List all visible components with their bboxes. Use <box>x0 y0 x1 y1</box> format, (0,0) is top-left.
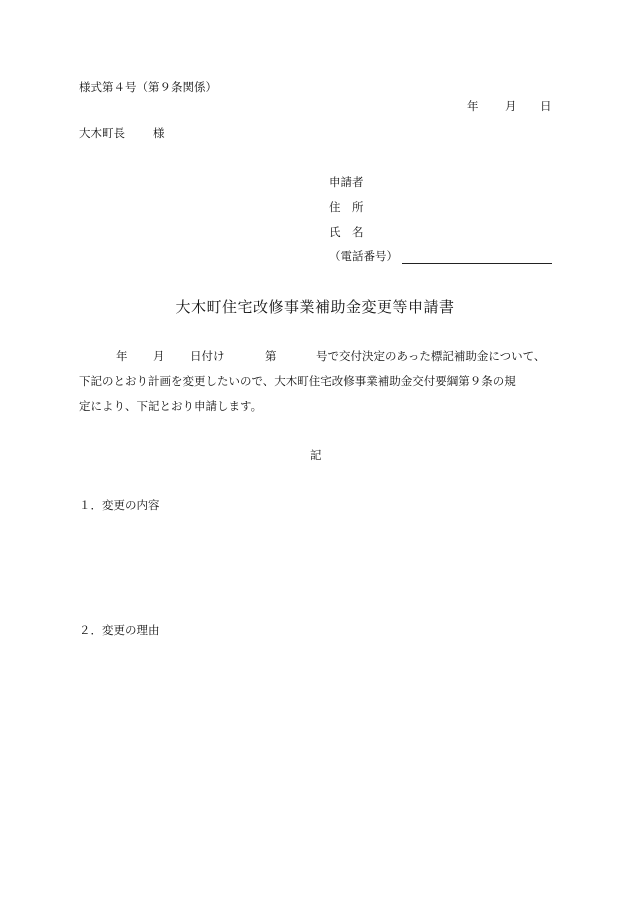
body-dated: 日付け <box>190 349 225 363</box>
applicant-phone-row <box>329 248 552 264</box>
section-change-content: １．変更の内容 <box>79 498 160 512</box>
date-month: 月 <box>505 99 517 113</box>
form-number: 様式第４号（第９条関係） <box>79 80 217 94</box>
body-line1-rest: 号で交付決定のあった標記補助金について、 <box>316 349 546 363</box>
document-title: 大木町住宅改修事業補助金変更等申請書 <box>175 298 455 316</box>
section-change-reason: ２．変更の理由 <box>79 623 160 637</box>
date-year: 年 <box>467 99 479 113</box>
body-line3: 定により、下記とおり申請します。 <box>79 399 263 413</box>
applicant-phone-label: （電話番号） <box>329 249 398 263</box>
body-line2: 下記のとおり計画を変更したいので、大木町住宅改修事業補助金交付要綱第９条の規 <box>79 374 516 388</box>
applicant-address-label: 住 所 <box>329 200 364 214</box>
addressee-honorific: 様 <box>153 126 165 140</box>
applicant-heading: 申請者 <box>329 175 364 189</box>
body-year: 年 <box>116 349 128 363</box>
body-number-prefix: 第 <box>265 349 277 363</box>
addressee-name: 大木町長 <box>79 126 125 140</box>
date-day: 日 <box>540 99 552 113</box>
ki-heading: 記 <box>310 448 322 462</box>
phone-underline <box>402 251 552 264</box>
body-month: 月 <box>153 349 165 363</box>
applicant-name-label: 氏 名 <box>329 225 364 239</box>
